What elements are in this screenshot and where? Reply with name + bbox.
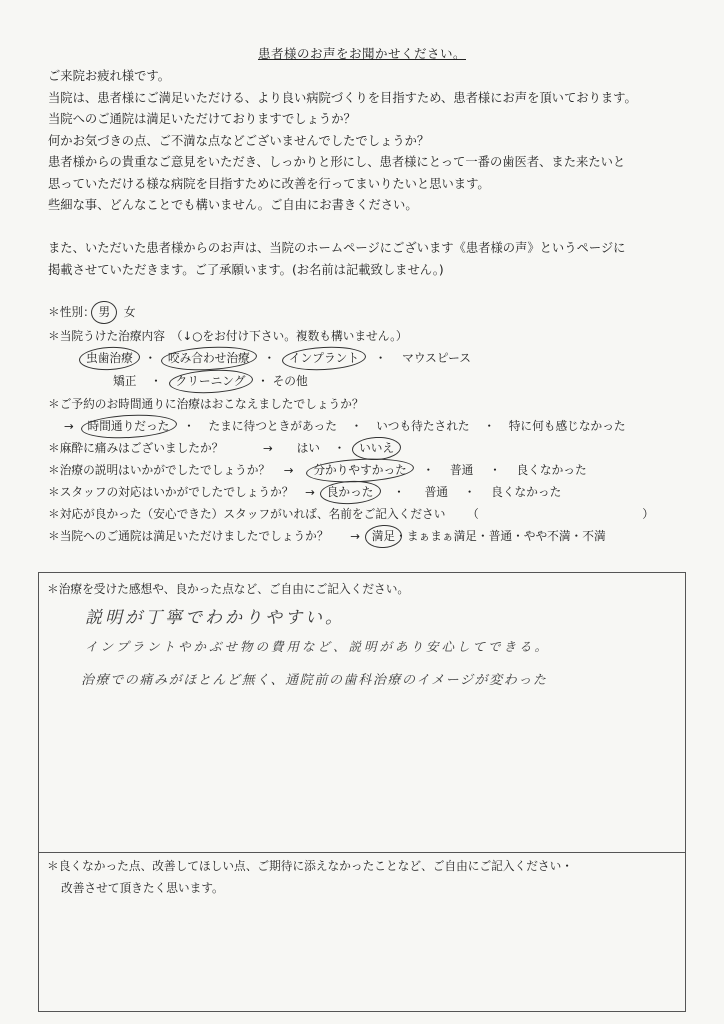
arrow: →	[283, 463, 294, 477]
explanation-bad-option[interactable]: 良くなかった	[516, 463, 587, 477]
intro-line: 当院は、患者様にご満足いただける、より良い病院づくりを目指すため、患者様にお声を頂いております。	[48, 90, 637, 105]
staff-normal-option[interactable]: 普通	[424, 485, 448, 499]
separator: ・	[150, 374, 162, 388]
intro-line: ご来院お疲れ様です。	[48, 69, 170, 83]
intro-line: 患者様からの貴重なご意見をいただき、しっかりと形にし、患者様にとって一番の歯医者、また来たいと	[48, 155, 626, 169]
staff-question: ＊スタッフの対応はいかがでしたでしょうか？ → 良かった ・ 普通 ・ 良くなかった	[48, 485, 562, 499]
improvement-prompt: ＊良くなかった点、改善してほしい点、ご期待に添えなかったことなど、ご自由にご記入ください・	[47, 859, 573, 873]
separator: ・	[144, 351, 157, 365]
anesthesia-no-option[interactable]: いいえ	[359, 441, 395, 455]
box-divider	[39, 852, 685, 853]
gender-male-option[interactable]: 男	[98, 305, 111, 319]
intro-line: 些細な事、どんなことでも構いません。ご自由にお書きください。	[48, 198, 418, 212]
staff-good-option[interactable]: 良かった	[326, 485, 374, 499]
satisfaction-unsatisfied-option[interactable]: 不満	[582, 529, 606, 543]
close-paren: ）	[642, 507, 654, 521]
separator: ・	[257, 374, 269, 388]
gender-female-option[interactable]: 女	[123, 305, 136, 319]
explanation-label: ＊治療の説明はいかがでしたでしょうか？	[48, 463, 271, 477]
improvement-prompt-2: 改善させて頂きたく思います。	[61, 881, 224, 895]
arrow: →	[263, 441, 273, 455]
staff-bad-option[interactable]: 良くなかった	[491, 485, 562, 499]
treatment-caries-option[interactable]: 虫歯治療	[86, 351, 133, 365]
improvement-writing-area[interactable]	[47, 903, 677, 1003]
handwritten-line-3: 治療での痛みがほとんど無く、通院前の歯科治療のイメージが変わった	[81, 673, 548, 688]
time-option-always-wait[interactable]: いつも待たされた	[376, 419, 470, 433]
treatment-question: ＊当院うけた治療内容 （↓○をお付け下さい。複数も構いません。）	[48, 329, 408, 343]
satisfaction-label: ＊当院へのご通院は満足いただけましたでしょうか？	[48, 529, 329, 543]
intro-line: 当院へのご通院は満足いただけておりますでしょうか？	[48, 112, 356, 126]
time-option-on-time[interactable]: 時間通りだった	[87, 419, 170, 433]
explanation-normal-option[interactable]: 普通	[449, 463, 474, 477]
explanation-question: ＊治療の説明はいかがでしたでしょうか？ → 分かりやすかった ・ 普通 ・ 良くなかった	[48, 463, 587, 477]
satisfaction-question: ＊当院へのご通院は満足いただけましたでしょうか？ → 満足・まぁまぁ満足・普通・やや不満・不満	[48, 529, 606, 543]
arrow: →	[350, 529, 361, 543]
time-option-sometimes-wait[interactable]: たまに待つときがあった	[208, 419, 337, 433]
intro-spacer	[48, 217, 688, 239]
intro-line: 思っていただける様な病院を目指すために改善を行ってまいりたいと思います。	[48, 176, 490, 191]
intro-line: 何かお気づきの点、ご不満な点などございませんでしたでしょうか？	[48, 133, 430, 148]
handwritten-line-1: 説明が丁寧でわかりやすい。	[85, 608, 345, 628]
treatment-cleaning-option[interactable]: クリーニング	[175, 374, 246, 388]
intro-line: 掲載させていただきます。ご了承願います。(お名前は記載致しません。)	[48, 262, 444, 277]
treatment-options-row2	[113, 374, 308, 389]
anesthesia-label: ＊麻酔に痛みはございましたか？	[48, 441, 224, 455]
treatment-ortho-option[interactable]: 矯正	[113, 374, 137, 388]
separator: ・	[374, 351, 387, 365]
gender-question	[48, 305, 136, 320]
intro-text	[48, 66, 688, 281]
treatment-options-row1	[86, 351, 471, 366]
anesthesia-question: ＊麻酔に痛みはございましたか？ → はい ・ いいえ	[48, 441, 395, 455]
comment-box	[38, 572, 686, 1012]
treatment-other-option[interactable]: その他	[272, 374, 308, 388]
handwritten-line-2: インプラントやかぶせ物の費用など、説明があり安心してできる。	[85, 639, 551, 654]
satisfaction-slightly-unsatisfied-option[interactable]: やや不満	[523, 529, 571, 543]
time-option-no-feeling[interactable]: 特に何も感じなかった	[508, 419, 626, 433]
treatment-implant-option[interactable]: インプラント	[288, 351, 360, 365]
impression-prompt: ＊治療を受けた感想や、良かった点など、ご自由にご記入ください。	[47, 582, 410, 596]
satisfaction-satisfied-option[interactable]: 満足	[371, 529, 396, 543]
anesthesia-yes-option[interactable]: はい	[296, 441, 320, 455]
explanation-clear-option[interactable]: 分かりやすかった	[313, 463, 407, 477]
satisfaction-fairly-option[interactable]: まぁまぁ満足	[406, 529, 477, 543]
intro-line: また、いただいた患者様からのお声は、当院のホームページにございます《患者様の声》というページに	[48, 241, 626, 255]
staff-name-label: ＊対応が良かった（安心できた）スタッフがいれば、名前をご記入ください	[48, 507, 446, 521]
time-question: ＊ご予約のお時間通りに治療はおこなえましたでしょうか？	[48, 397, 364, 411]
staff-name-question	[48, 507, 654, 522]
arrow: →	[64, 419, 74, 433]
treatment-bite-option[interactable]: 咬み合わせ治療	[167, 351, 250, 365]
staff-label: ＊スタッフの対応はいかがでしたでしょうか？	[48, 485, 294, 499]
treatment-mouthpiece-option[interactable]: マウスピース	[402, 351, 471, 365]
gender-label: ＊性別：	[48, 305, 95, 319]
open-paren: （	[467, 507, 479, 521]
separator: ・	[263, 351, 276, 365]
page-title: 患者様のお声をお聞かせください。	[257, 46, 466, 61]
time-options: → 時間通りだった ・ たまに待つときがあった ・ いつも待たされた ・ 特に何も感じなかった	[64, 419, 626, 433]
arrow: →	[305, 485, 315, 499]
satisfaction-normal-option[interactable]: 普通	[488, 529, 513, 543]
